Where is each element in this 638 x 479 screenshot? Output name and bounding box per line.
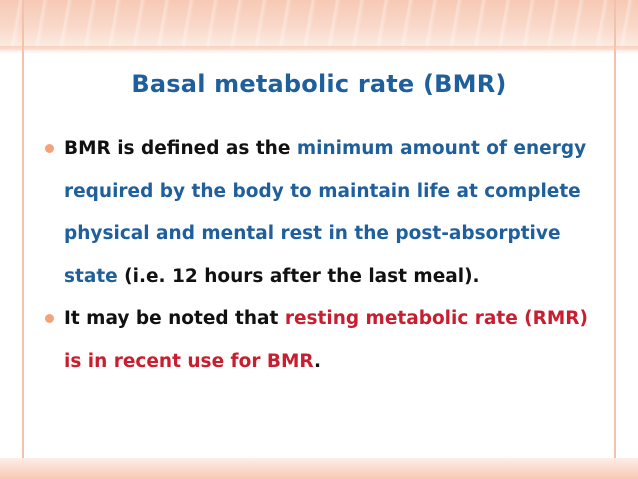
top-band-edge bbox=[0, 46, 638, 54]
slide-content bbox=[48, 128, 588, 383]
bullet-item bbox=[48, 298, 588, 383]
bullet-text-plain: It may be noted that bbox=[64, 308, 285, 329]
bullet-text-plain: BMR is defined as the bbox=[64, 138, 297, 159]
bullet-dot-icon bbox=[45, 314, 54, 323]
bottom-decorative-band bbox=[0, 458, 638, 479]
bullet-item bbox=[48, 128, 588, 298]
bullet-text-highlight: minimum amount of energy required by the body to maintain life at complete physical and mental rest in the post-absorptive state bbox=[64, 138, 587, 287]
slide-title: Basal metabolic rate (BMR) bbox=[131, 70, 507, 98]
bullet-text-highlight: resting metabolic rate (RMR) is in recent use for BMR bbox=[64, 308, 588, 372]
bullet-text-plain: . bbox=[313, 350, 322, 372]
bullet-dot-icon bbox=[45, 144, 54, 153]
top-band-stripes bbox=[0, 0, 638, 50]
bullet-text-plain: (i.e. 12 hours after the last meal). bbox=[117, 265, 480, 287]
